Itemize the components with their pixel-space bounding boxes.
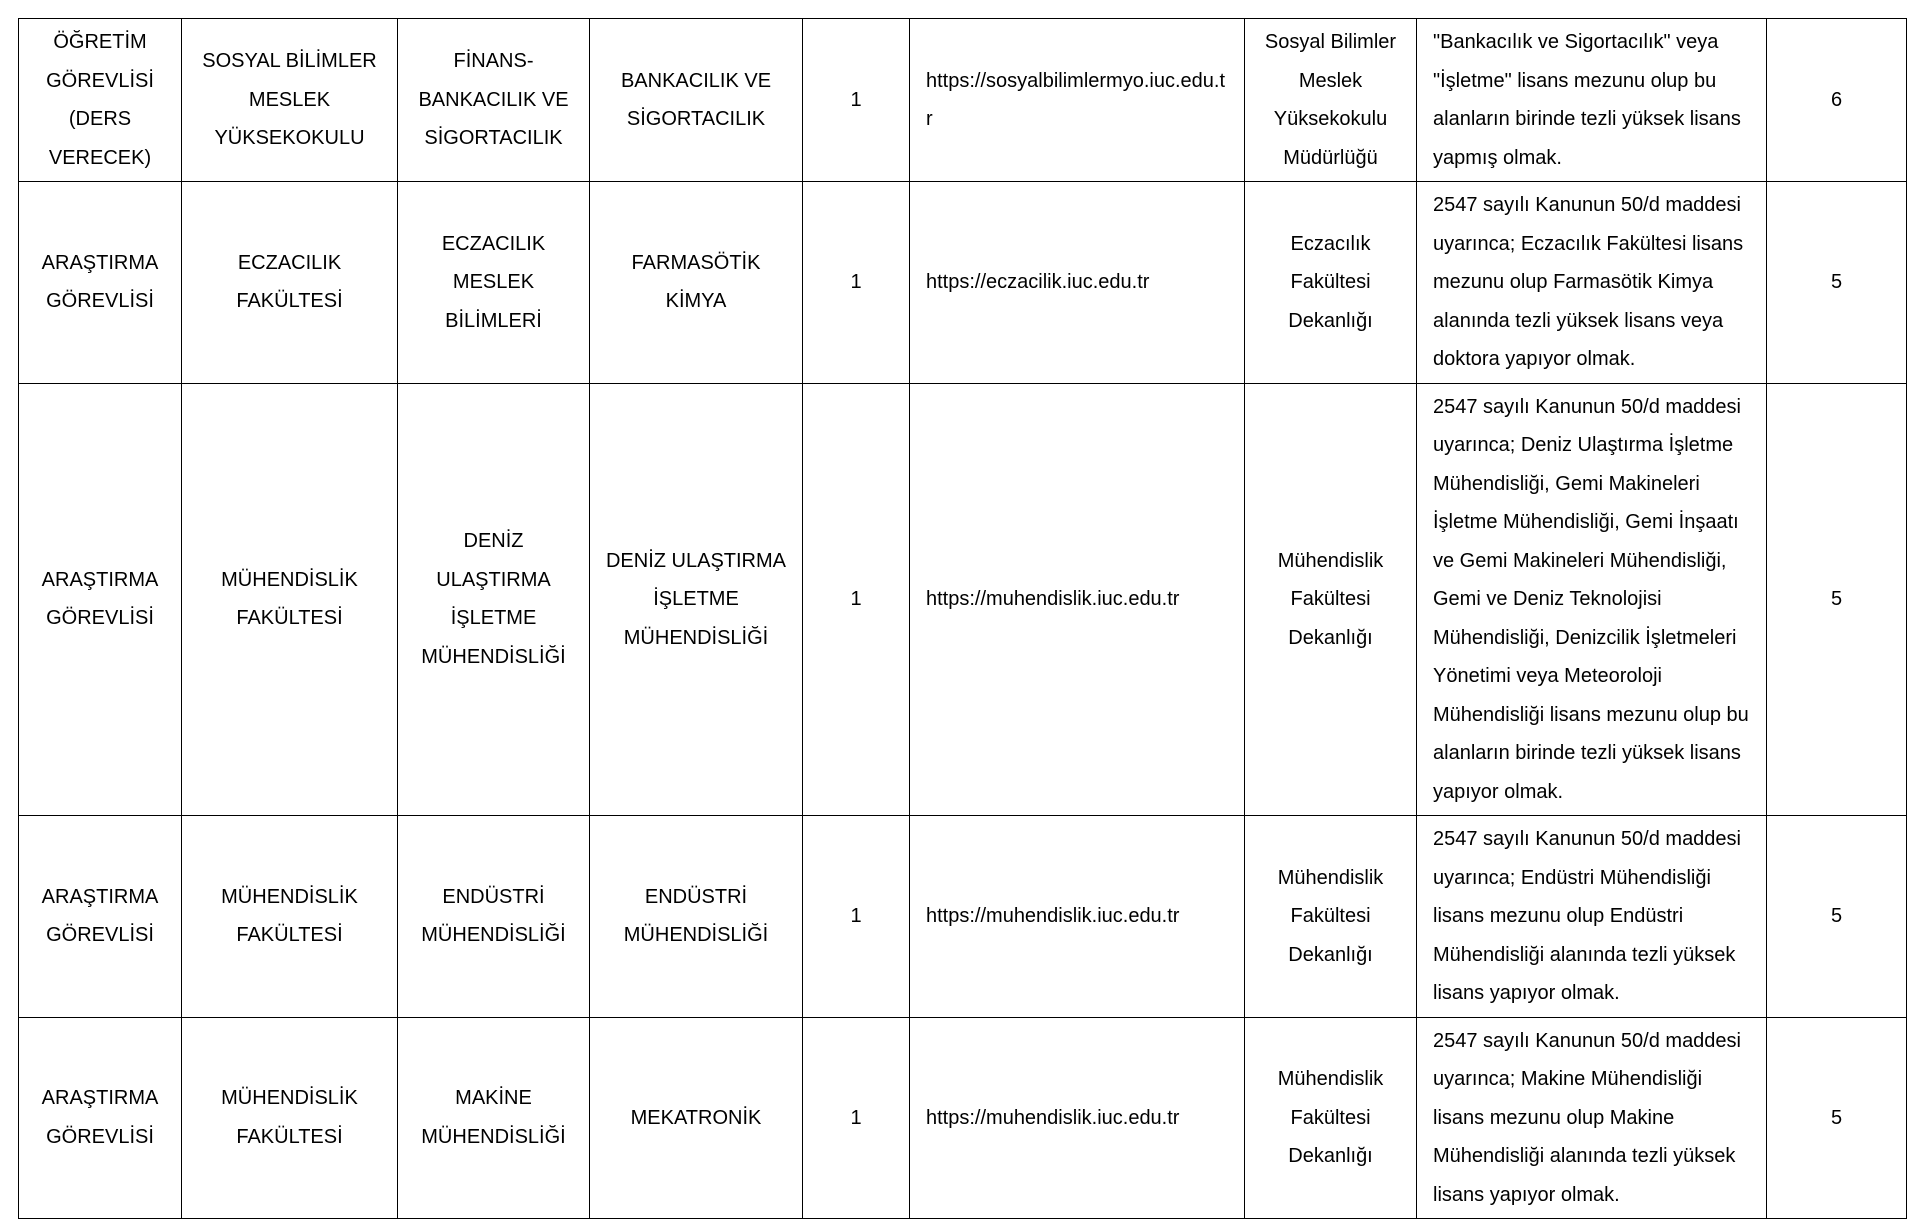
position-title-cell xyxy=(19,1017,182,1219)
table-row xyxy=(19,816,1907,1018)
unit-text: SOSYAL BİLİMLER MESLEK YÜKSEKOKULU xyxy=(202,50,377,150)
requirement-text: "Bankacılık ve Sigortacılık" veya "İşletme" lisans mezunu olup bu alanların birinde tezli yüksek lisans yapmış olmak. xyxy=(1433,31,1741,169)
position-title-cell xyxy=(19,383,182,816)
code-cell xyxy=(1767,383,1907,816)
website-url-text[interactable]: https://muhendislik.iuc.edu.tr xyxy=(926,1106,1180,1129)
program-cell xyxy=(590,383,803,816)
code-cell xyxy=(1767,1017,1907,1219)
application-office-text: Sosyal Bilimler Meslek Yüksekokulu Müdürlüğü xyxy=(1264,31,1397,169)
website-url-text[interactable]: https://muhendislik.iuc.edu.tr xyxy=(926,588,1180,610)
code-cell xyxy=(1767,182,1907,384)
program-text: MEKATRONİK xyxy=(630,1106,762,1129)
program-text: DENİZ ULAŞTIRMA İŞLETME MÜHENDİSLİĞİ xyxy=(605,549,787,649)
unit-cell xyxy=(182,19,398,182)
table-row xyxy=(19,1017,1907,1219)
department-text: ECZACILIK MESLEK BİLİMLERİ xyxy=(441,232,546,332)
website-url-text[interactable]: https://sosyalbilimlermyo.iuc.edu.tr xyxy=(926,69,1226,130)
department-cell xyxy=(398,1017,590,1219)
department-text: FİNANS-BANKACILIK VE SİGORTACILIK xyxy=(418,50,569,150)
program-text: BANKACILIK VE SİGORTACILIK xyxy=(620,69,772,130)
unit-cell xyxy=(182,383,398,816)
position-count-cell xyxy=(803,816,910,1018)
code-text: 5 xyxy=(1830,905,1843,927)
application-office-text: Mühendislik Fakültesi Dekanlığı xyxy=(1277,549,1384,649)
position-title-text: ARAŞTIRMA GÖREVLİSİ xyxy=(41,251,159,313)
table-row xyxy=(19,19,1907,182)
application-office-cell xyxy=(1245,383,1417,816)
position-count-text: 1 xyxy=(850,88,862,111)
application-office-cell xyxy=(1245,816,1417,1018)
position-title-text: ARAŞTIRMA GÖREVLİSİ xyxy=(41,568,159,630)
department-text: DENİZ ULAŞTIRMA İŞLETME MÜHENDİSLİĞİ xyxy=(421,530,566,668)
position-count-cell xyxy=(803,182,910,384)
position-count-cell xyxy=(803,19,910,182)
application-office-text: Eczacılık Fakültesi Dekanlığı xyxy=(1288,232,1373,332)
department-text: MAKİNE MÜHENDİSLİĞİ xyxy=(421,1087,566,1148)
position-title-text: ARAŞTIRMA GÖREVLİSİ xyxy=(41,1087,159,1148)
department-cell xyxy=(398,182,590,384)
position-count-text: 1 xyxy=(850,588,862,610)
position-title-cell xyxy=(19,816,182,1018)
website-url-cell xyxy=(910,182,1245,384)
department-text: ENDÜSTRİ MÜHENDİSLİĞİ xyxy=(421,885,566,947)
unit-cell xyxy=(182,182,398,384)
staff-positions-table xyxy=(18,18,1907,1219)
program-text: ENDÜSTRİ MÜHENDİSLİĞİ xyxy=(623,885,769,947)
position-count-text: 1 xyxy=(850,271,862,293)
program-cell xyxy=(590,19,803,182)
department-cell xyxy=(398,383,590,816)
program-text: FARMASÖTİK KİMYA xyxy=(631,251,761,313)
unit-cell xyxy=(182,1017,398,1219)
code-text: 5 xyxy=(1830,588,1843,610)
code-cell xyxy=(1767,19,1907,182)
table-row xyxy=(19,383,1907,816)
requirement-text: 2547 sayılı Kanunun 50/d maddesi uyarınca; Makine Mühendisliği lisans mezunu olup Makine Mühendisliği alanında tezli yüksek lisans yapıyor olmak. xyxy=(1433,1029,1741,1206)
position-title-text: ÖĞRETİM GÖREVLİSİ (DERS VERECEK) xyxy=(46,31,154,169)
position-count-cell xyxy=(803,383,910,816)
website-url-cell xyxy=(910,816,1245,1018)
requirement-cell xyxy=(1417,816,1767,1018)
requirement-cell xyxy=(1417,182,1767,384)
unit-text: MÜHENDİSLİK FAKÜLTESİ xyxy=(221,568,358,630)
code-text: 6 xyxy=(1830,88,1843,111)
website-url-text[interactable]: https://muhendislik.iuc.edu.tr xyxy=(926,905,1180,927)
position-title-text: ARAŞTIRMA GÖREVLİSİ xyxy=(41,885,159,947)
position-count-cell xyxy=(803,1017,910,1219)
application-office-cell xyxy=(1245,19,1417,182)
unit-text: ECZACILIK FAKÜLTESİ xyxy=(236,251,343,313)
position-count-text: 1 xyxy=(850,905,862,927)
requirement-cell xyxy=(1417,383,1767,816)
code-cell xyxy=(1767,816,1907,1018)
program-cell xyxy=(590,816,803,1018)
position-count-text: 1 xyxy=(850,1106,862,1129)
application-office-cell xyxy=(1245,182,1417,384)
department-cell xyxy=(398,19,590,182)
application-office-cell xyxy=(1245,1017,1417,1219)
department-cell xyxy=(398,816,590,1018)
position-title-cell xyxy=(19,19,182,182)
website-url-cell xyxy=(910,1017,1245,1219)
requirement-text: 2547 sayılı Kanunun 50/d maddesi uyarınca; Eczacılık Fakültesi lisans mezunu olup Farmasötik Kimya alanında tezli yüksek lisans veya doktora yapıyor olmak. xyxy=(1433,194,1744,370)
program-cell xyxy=(590,1017,803,1219)
unit-cell xyxy=(182,816,398,1018)
code-text: 5 xyxy=(1830,271,1843,293)
table-body xyxy=(19,19,1907,1219)
code-text: 5 xyxy=(1830,1106,1843,1129)
table-row xyxy=(19,182,1907,384)
requirement-cell xyxy=(1417,19,1767,182)
website-url-cell xyxy=(910,383,1245,816)
requirement-text: 2547 sayılı Kanunun 50/d maddesi uyarınca; Deniz Ulaştırma İşletme Mühendisliği, Gemi Makineleri İşletme Mühendisliği, Gemi İnşaatı ve Gemi Makineleri Mühendisliği, Gemi ve Deniz Teknolojisi Mühendisliği, Denizcilik İşletmeleri Yönetimi veya Meteoroloji Mühendisliği lisans mezunu olup bu alanların birinde tezli yüksek lisans yapıyor olmak. xyxy=(1433,395,1749,803)
requirement-text: 2547 sayılı Kanunun 50/d maddesi uyarınca; Endüstri Mühendisliği lisans mezunu olup Endüstri Mühendisliği alanında tezli yüksek lisans yapıyor olmak. xyxy=(1433,828,1741,1004)
application-office-text: Mühendislik Fakültesi Dekanlığı xyxy=(1277,866,1384,966)
unit-text: MÜHENDİSLİK FAKÜLTESİ xyxy=(221,1087,358,1148)
unit-text: MÜHENDİSLİK FAKÜLTESİ xyxy=(221,885,358,947)
program-cell xyxy=(590,182,803,384)
application-office-text: Mühendislik Fakültesi Dekanlığı xyxy=(1277,1068,1384,1167)
position-title-cell xyxy=(19,182,182,384)
website-url-text[interactable]: https://eczacilik.iuc.edu.tr xyxy=(926,271,1150,293)
website-url-cell xyxy=(910,19,1245,182)
requirement-cell xyxy=(1417,1017,1767,1219)
